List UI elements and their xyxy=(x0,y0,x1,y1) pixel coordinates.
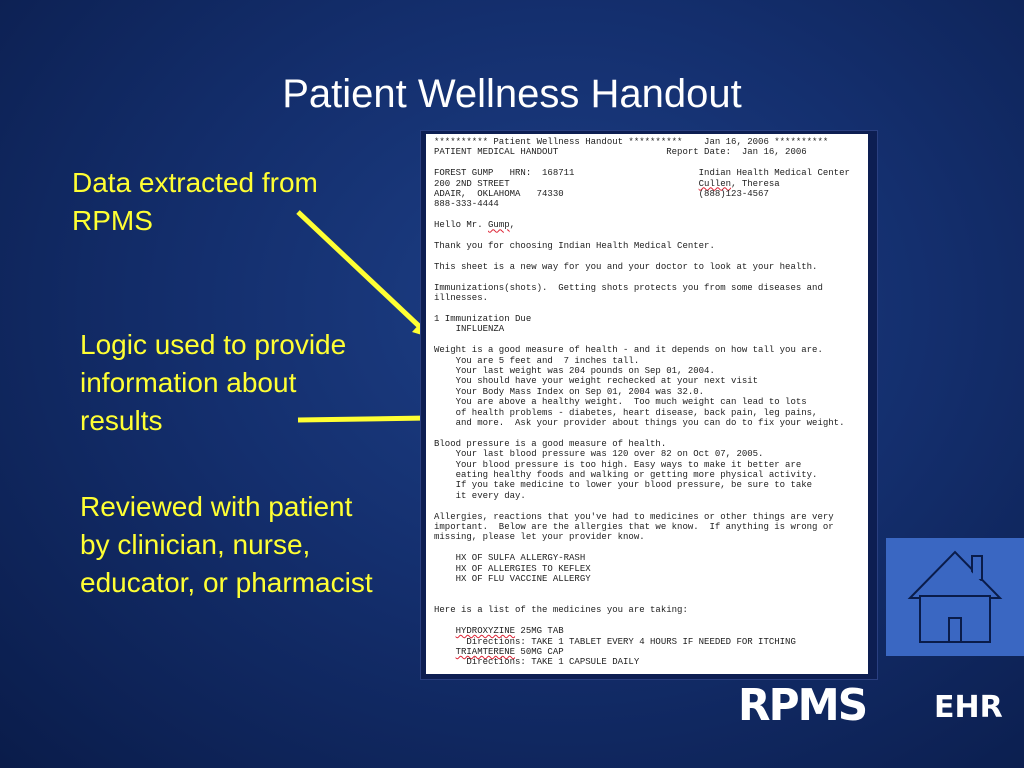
annotation-data-extracted: Data extracted from RPMS xyxy=(72,167,318,236)
sheet-intro-line: This sheet is a new way for you and your doctor to look at your health. xyxy=(434,261,818,272)
medication-name-1: HYDROXYZINE xyxy=(455,626,516,637)
bp-line-1: Blood pressure is a good measure of health. xyxy=(434,438,667,449)
allergy-item-2: HX OF ALLERGIES TO KEFLEX xyxy=(434,563,591,574)
immunization-item: INFLUENZA xyxy=(434,324,505,335)
weight-line-5: Your Body Mass Index on Sep 01, 2004 was 32.0. xyxy=(434,386,705,397)
medication-directions-1: Directions: TAKE 1 TABLET EVERY 4 HOURS IF NEEDED FOR ITCHING xyxy=(434,636,796,647)
address-city-line: ADAIR, OKLAHOMA 74330 (888)123-4567 xyxy=(434,189,769,200)
home-button[interactable] xyxy=(886,538,1024,656)
handout-text xyxy=(426,134,868,671)
provider-first-name: , Theresa xyxy=(731,178,780,189)
medication-name-2: TRIAMTERENE xyxy=(455,646,516,657)
allergy-line-3: missing, please let your provider know. xyxy=(434,532,645,543)
handout-document xyxy=(426,134,868,674)
bp-line-5: If you take medicine to lower your blood pressure, be sure to take xyxy=(434,480,813,491)
arrow-logic-used xyxy=(298,418,428,420)
allergy-line-1: Allergies, reactions that you've had to medicines or other things are very xyxy=(434,511,834,522)
weight-line-3: Your last weight was 204 pounds on Sep 01, 2004. xyxy=(434,365,715,376)
logo-ehr-text: EHR xyxy=(934,690,1003,725)
annotation-logic-used: Logic used to provide information about results xyxy=(80,329,347,436)
allergy-item-3: HX OF FLU VACCINE ALLERGY xyxy=(434,574,591,585)
bp-line-2: Your last blood pressure was 120 over 82 on Oct 07, 2005. xyxy=(434,449,764,460)
immunization-due: 1 Immunization Due xyxy=(434,313,532,324)
bp-line-3: Your blood pressure is too high. Easy ways to make it better are xyxy=(434,459,802,470)
weight-line-8: and more. Ask your provider about things you can do to fix your weight. xyxy=(434,417,845,428)
immunization-intro-2: illnesses. xyxy=(434,293,489,304)
weight-line-4: You should have your weight rechecked at your next visit xyxy=(434,376,759,387)
allergy-line-2: important. Below are the allergies that we know. If anything is wrong or xyxy=(434,522,834,533)
address-street: 200 2ND STREET xyxy=(434,178,699,189)
rpms-ehr-logo xyxy=(738,676,1008,746)
handout-header-line: ********** Patient Wellness Handout ********** Jan 16, 2006 ********** xyxy=(434,137,829,147)
medication-dose-2: 50MG CAP xyxy=(515,646,564,657)
bp-line-6: it every day. xyxy=(434,490,526,501)
medication-directions-2: Directions: TAKE 1 CAPSULE DAILY xyxy=(434,657,640,668)
weight-line-7: of health problems - diabetes, heart disease, back pain, leg pains, xyxy=(434,407,818,418)
logo-rpms-text: RPMS xyxy=(738,680,867,731)
greeting-prefix: Hello Mr. xyxy=(434,220,489,231)
home-icon xyxy=(886,538,1024,656)
allergy-item-1: HX OF SULFA ALLERGY-RASH xyxy=(434,553,586,564)
provider-last-name: Cullen xyxy=(698,178,732,189)
patient-phone: 888-333-4444 xyxy=(434,199,499,210)
weight-line-1: Weight is a good measure of health - and it depends on how tall you are. xyxy=(434,345,823,356)
immunization-intro-1: Immunizations(shots). Getting shots protects you from some diseases and xyxy=(434,282,823,293)
patient-address-line: FOREST GUMP HRN: 168711 Indian Health Medical Center xyxy=(434,168,850,179)
handout-report-date-line: PATIENT MEDICAL HANDOUT Report Date: Jan 16, 2006 xyxy=(434,147,807,158)
medication-dose-1: 25MG TAB xyxy=(515,626,564,637)
weight-line-2: You are 5 feet and 7 inches tall. xyxy=(434,355,640,366)
annotation-reviewed: Reviewed with patient by clinician, nurse, educator, or pharmacist xyxy=(80,491,373,598)
slide-title: Patient Wellness Handout xyxy=(282,72,742,116)
medications-intro: Here is a list of the medicines you are taking: xyxy=(434,605,688,616)
greeting-name: Gump xyxy=(488,220,510,231)
weight-line-6: You are above a healthy weight. Too much weight can lead to lots xyxy=(434,397,807,408)
thanks-line: Thank you for choosing Indian Health Medical Center. xyxy=(434,241,715,252)
arrow-data-extracted xyxy=(298,212,420,327)
bp-line-4: eating healthy foods and walking or getting more physical activity. xyxy=(434,470,818,480)
greeting-suffix: , xyxy=(509,220,516,231)
